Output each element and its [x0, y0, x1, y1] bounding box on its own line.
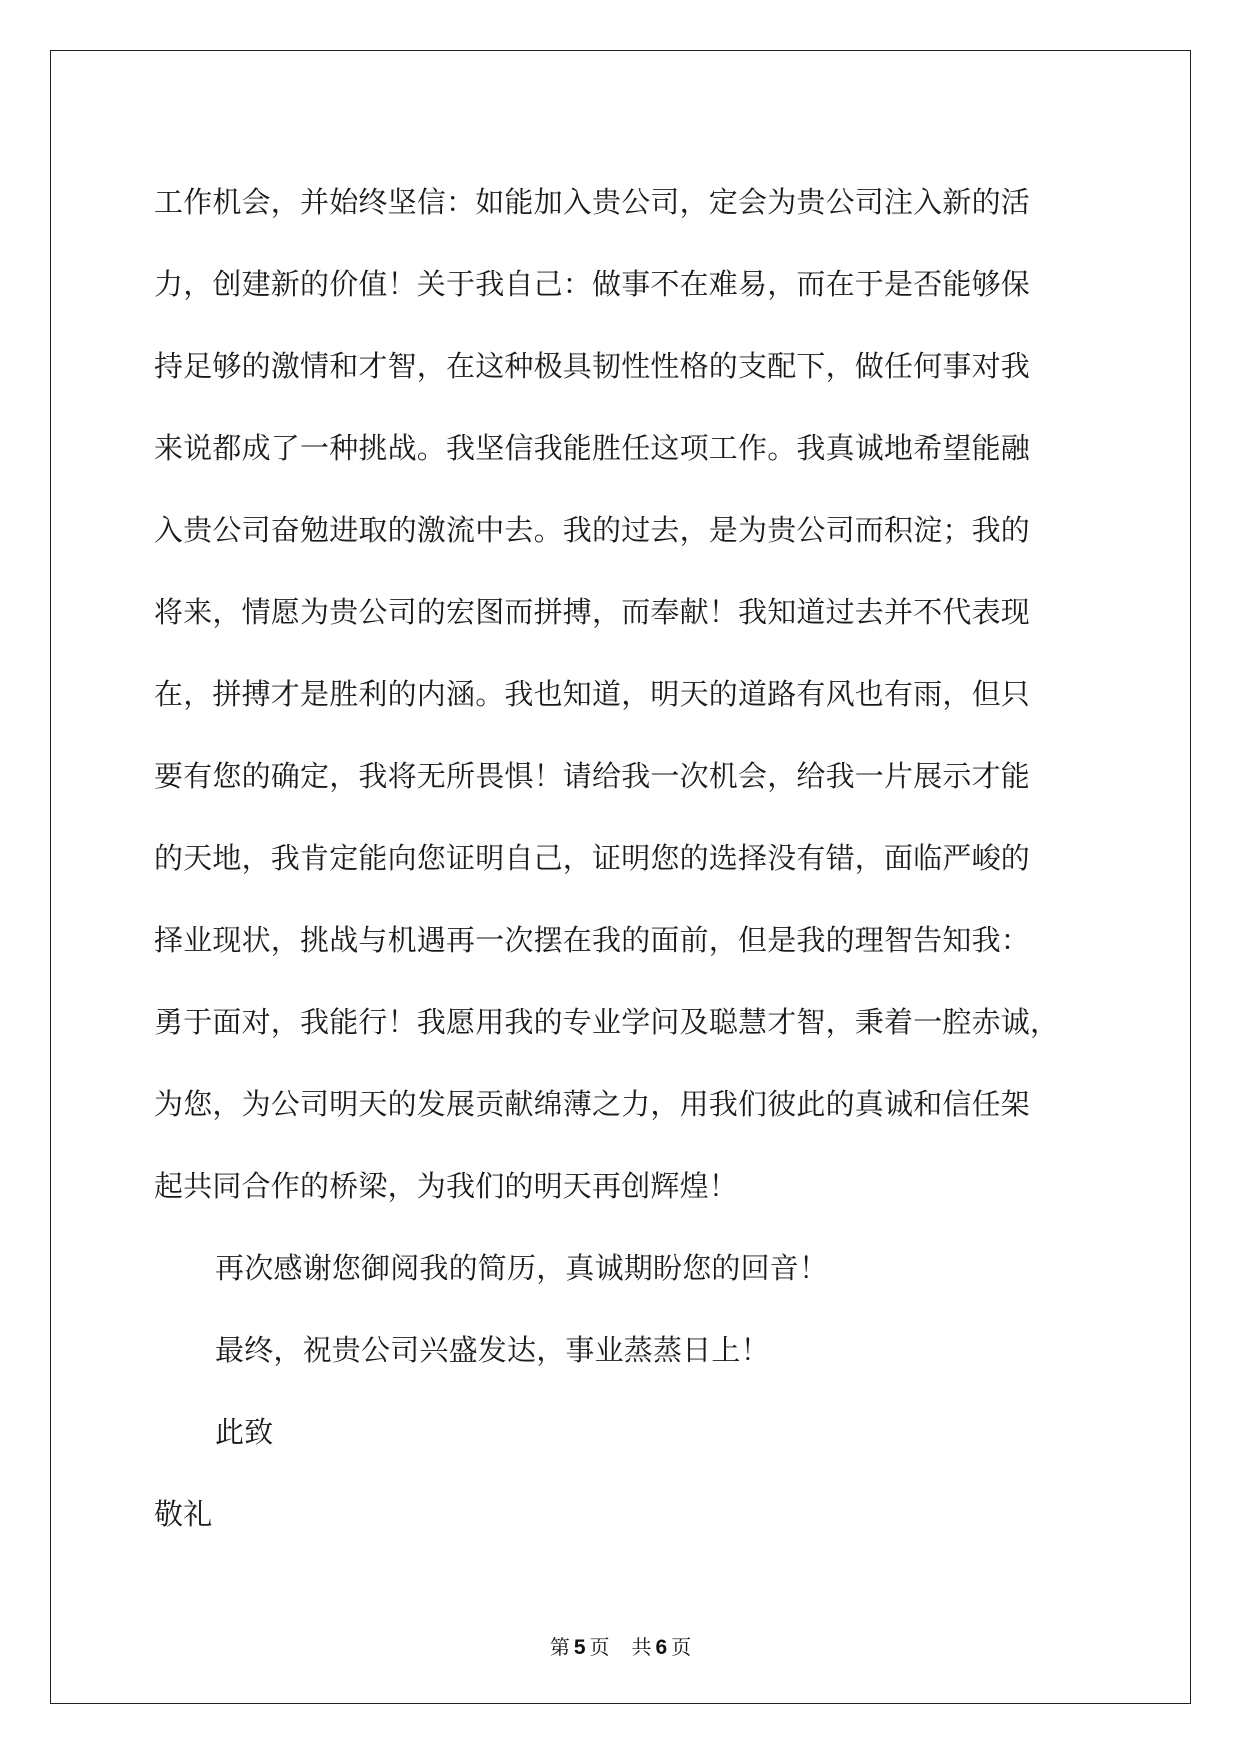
paragraph-line: 入贵公司奋勉进取的激流中去。我的过去，是为贵公司而积淀；我的 [154, 513, 1031, 547]
paragraph-line: 起共同合作的桥梁，为我们的明天再创辉煌！ [154, 1169, 739, 1203]
paragraph-line: 勇于面对，我能行！我愿用我的专业学问及聪慧才智，秉着一腔赤诚， [154, 1005, 1060, 1039]
salute-opening: 此致 [215, 1415, 274, 1449]
closing-wishes: 最终，祝贵公司兴盛发达，事业蒸蒸日上！ [215, 1333, 770, 1367]
page-footer [0, 1631, 1241, 1660]
total-page-number: 6 [655, 1636, 668, 1659]
closing-thanks: 再次感谢您御阅我的简历，真诚期盼您的回音！ [215, 1251, 829, 1285]
letter-body [154, 161, 1118, 1555]
page-suffix: 页 [589, 1635, 610, 1659]
total-suffix: 页 [671, 1635, 692, 1659]
paragraph-line: 持足够的激情和才智，在这种极具韧性性格的支配下，做任何事对我 [154, 349, 1031, 383]
total-prefix: 共 [631, 1635, 652, 1659]
paragraph-line: 为您，为公司明天的发展贡献绵薄之力，用我们彼此的真诚和信任架 [154, 1087, 1031, 1121]
salute: 敬礼 [154, 1497, 213, 1531]
paragraph-line: 将来，情愿为贵公司的宏图而拼搏，而奉献！我知道过去并不代表现 [154, 595, 1031, 629]
page-prefix: 第 [549, 1635, 570, 1659]
paragraph-line: 力，创建新的价值！关于我自己：做事不在难易，而在于是否能够保 [154, 267, 1031, 301]
paragraph-line: 的天地，我肯定能向您证明自己，证明您的选择没有错，面临严峻的 [154, 841, 1031, 875]
current-page-number: 5 [573, 1636, 586, 1659]
paragraph-line: 择业现状，挑战与机遇再一次摆在我的面前，但是我的理智告知我： [154, 923, 1031, 957]
paragraph-line: 在，拼搏才是胜利的内涵。我也知道，明天的道路有风也有雨，但只 [154, 677, 1031, 711]
paragraph-line: 工作机会，并始终坚信：如能加入贵公司，定会为贵公司注入新的活 [154, 185, 1031, 219]
paragraph-line: 来说都成了一种挑战。我坚信我能胜任这项工作。我真诚地希望能融 [154, 431, 1031, 465]
paragraph-line: 要有您的确定，我将无所畏惧！请给我一次机会，给我一片展示才能 [154, 759, 1031, 793]
